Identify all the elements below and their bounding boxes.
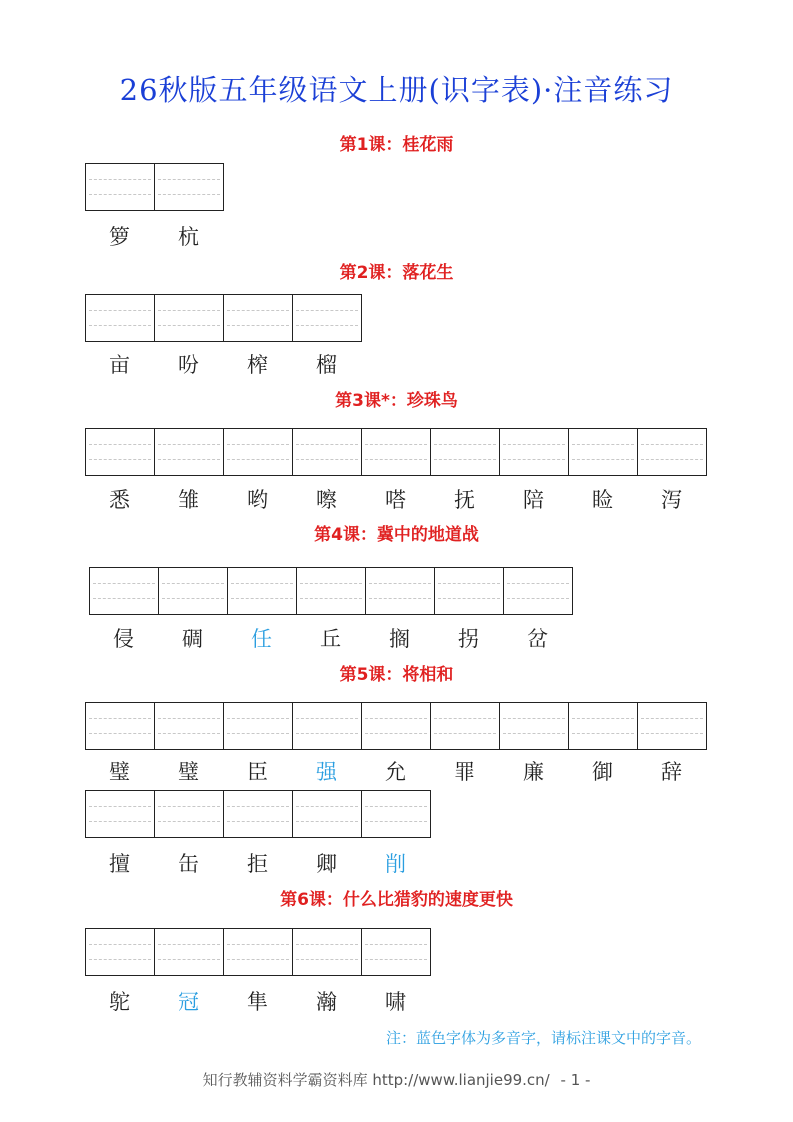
pinyin-cell[interactable] bbox=[224, 428, 293, 476]
character: 鸵 bbox=[109, 990, 130, 1014]
pinyin-cell[interactable] bbox=[86, 428, 155, 476]
pinyin-cell[interactable] bbox=[155, 790, 224, 838]
pinyin-cell[interactable] bbox=[155, 163, 224, 211]
pinyin-cell[interactable] bbox=[155, 928, 224, 976]
character: 璧 bbox=[178, 760, 199, 784]
lesson-heading: 第2课：落花生 bbox=[339, 263, 454, 283]
character: 陪 bbox=[523, 488, 544, 512]
character: 悉 bbox=[109, 488, 130, 512]
lesson-heading: 第6课：什么比猎豹的速度更快 bbox=[280, 890, 513, 910]
pinyin-writing-grid bbox=[85, 428, 707, 476]
pinyin-cell[interactable] bbox=[362, 428, 431, 476]
pinyin-cell[interactable] bbox=[362, 790, 431, 838]
character: 罪 bbox=[454, 760, 475, 784]
pinyin-cell[interactable] bbox=[569, 428, 638, 476]
character: 睑 bbox=[592, 488, 613, 512]
character-row bbox=[85, 756, 706, 786]
pinyin-cell[interactable] bbox=[86, 163, 155, 211]
pinyin-cell[interactable] bbox=[638, 428, 707, 476]
lesson-heading: 第3课*：珍珠鸟 bbox=[335, 391, 458, 411]
character: 榴 bbox=[316, 353, 337, 377]
pinyin-cell[interactable] bbox=[293, 702, 362, 750]
lesson-heading: 第4课：冀中的地道战 bbox=[314, 525, 479, 545]
pinyin-cell[interactable] bbox=[435, 567, 504, 615]
pinyin-cell[interactable] bbox=[293, 790, 362, 838]
character: 廉 bbox=[523, 760, 544, 784]
character: 泻 bbox=[661, 488, 682, 512]
lesson-heading: 第5课：将相和 bbox=[339, 665, 454, 685]
pinyin-cell[interactable] bbox=[224, 702, 293, 750]
polyphonic-character: 冠 bbox=[178, 990, 199, 1014]
pinyin-cell[interactable] bbox=[431, 702, 500, 750]
character-row bbox=[85, 848, 430, 878]
pinyin-cell[interactable] bbox=[638, 702, 707, 750]
pinyin-cell[interactable] bbox=[293, 294, 362, 342]
character: 岔 bbox=[527, 627, 548, 651]
pinyin-cell[interactable] bbox=[159, 567, 228, 615]
pinyin-cell[interactable] bbox=[293, 428, 362, 476]
pinyin-writing-grid bbox=[85, 294, 362, 342]
pinyin-cell[interactable] bbox=[86, 790, 155, 838]
character: 榨 bbox=[247, 353, 268, 377]
character: 璧 bbox=[109, 760, 130, 784]
pinyin-writing-grid bbox=[85, 702, 707, 750]
pinyin-cell[interactable] bbox=[224, 790, 293, 838]
character: 隼 bbox=[247, 990, 268, 1014]
character: 允 bbox=[385, 760, 406, 784]
character: 吩 bbox=[178, 353, 199, 377]
character: 辞 bbox=[661, 760, 682, 784]
pinyin-cell[interactable] bbox=[500, 702, 569, 750]
pinyin-writing-grid bbox=[85, 928, 431, 976]
lesson-heading: 第1课：桂花雨 bbox=[339, 135, 454, 155]
character-row bbox=[89, 623, 572, 653]
polyphonic-note: 注：蓝色字体为多音字，请标注课文中的字音。 bbox=[385, 1029, 701, 1047]
character: 缶 bbox=[178, 852, 199, 876]
pinyin-cell[interactable] bbox=[366, 567, 435, 615]
pinyin-writing-grid bbox=[85, 790, 431, 838]
page-number: - 1 - bbox=[560, 1071, 591, 1089]
pinyin-cell[interactable] bbox=[228, 567, 297, 615]
character: 擅 bbox=[109, 852, 130, 876]
character-row bbox=[85, 484, 706, 514]
pinyin-cell[interactable] bbox=[90, 567, 159, 615]
pinyin-writing-grid bbox=[89, 567, 573, 615]
character: 哟 bbox=[247, 488, 268, 512]
pinyin-cell[interactable] bbox=[293, 928, 362, 976]
character: 搁 bbox=[389, 627, 410, 651]
page-title: 26秋版五年级语文上册(识字表)·注音练习 bbox=[119, 73, 674, 107]
character: 拐 bbox=[458, 627, 479, 651]
polyphonic-character: 削 bbox=[385, 852, 406, 876]
character: 丘 bbox=[320, 627, 341, 651]
character: 啸 bbox=[385, 990, 406, 1014]
character: 杭 bbox=[178, 225, 199, 249]
pinyin-cell[interactable] bbox=[569, 702, 638, 750]
character: 嗒 bbox=[385, 488, 406, 512]
pinyin-cell[interactable] bbox=[155, 428, 224, 476]
character: 御 bbox=[592, 760, 613, 784]
pinyin-cell[interactable] bbox=[155, 702, 224, 750]
polyphonic-character: 任 bbox=[251, 627, 272, 651]
character: 臣 bbox=[247, 760, 268, 784]
character: 抚 bbox=[454, 488, 475, 512]
page-footer bbox=[0, 1069, 793, 1090]
pinyin-cell[interactable] bbox=[224, 294, 293, 342]
pinyin-cell[interactable] bbox=[362, 928, 431, 976]
pinyin-cell[interactable] bbox=[86, 294, 155, 342]
character: 侵 bbox=[113, 627, 134, 651]
pinyin-cell[interactable] bbox=[224, 928, 293, 976]
character-row bbox=[85, 986, 430, 1016]
pinyin-cell[interactable] bbox=[362, 702, 431, 750]
pinyin-cell[interactable] bbox=[431, 428, 500, 476]
pinyin-cell[interactable] bbox=[504, 567, 573, 615]
character: 亩 bbox=[109, 353, 130, 377]
pinyin-cell[interactable] bbox=[500, 428, 569, 476]
character: 碉 bbox=[182, 627, 203, 651]
character-row bbox=[85, 349, 361, 379]
polyphonic-character: 强 bbox=[316, 760, 337, 784]
pinyin-writing-grid bbox=[85, 163, 224, 211]
pinyin-cell[interactable] bbox=[155, 294, 224, 342]
pinyin-cell[interactable] bbox=[86, 702, 155, 750]
character: 拒 bbox=[247, 852, 268, 876]
character-row bbox=[85, 221, 223, 251]
pinyin-cell[interactable] bbox=[86, 928, 155, 976]
character: 嚓 bbox=[316, 488, 337, 512]
character: 瀚 bbox=[316, 990, 337, 1014]
pinyin-cell[interactable] bbox=[297, 567, 366, 615]
footer-source: 知行教辅资料学霸资料库 http://www.lianjie99.cn/ bbox=[202, 1071, 550, 1089]
character: 雏 bbox=[178, 488, 199, 512]
character: 卿 bbox=[316, 852, 337, 876]
character: 箩 bbox=[109, 225, 130, 249]
